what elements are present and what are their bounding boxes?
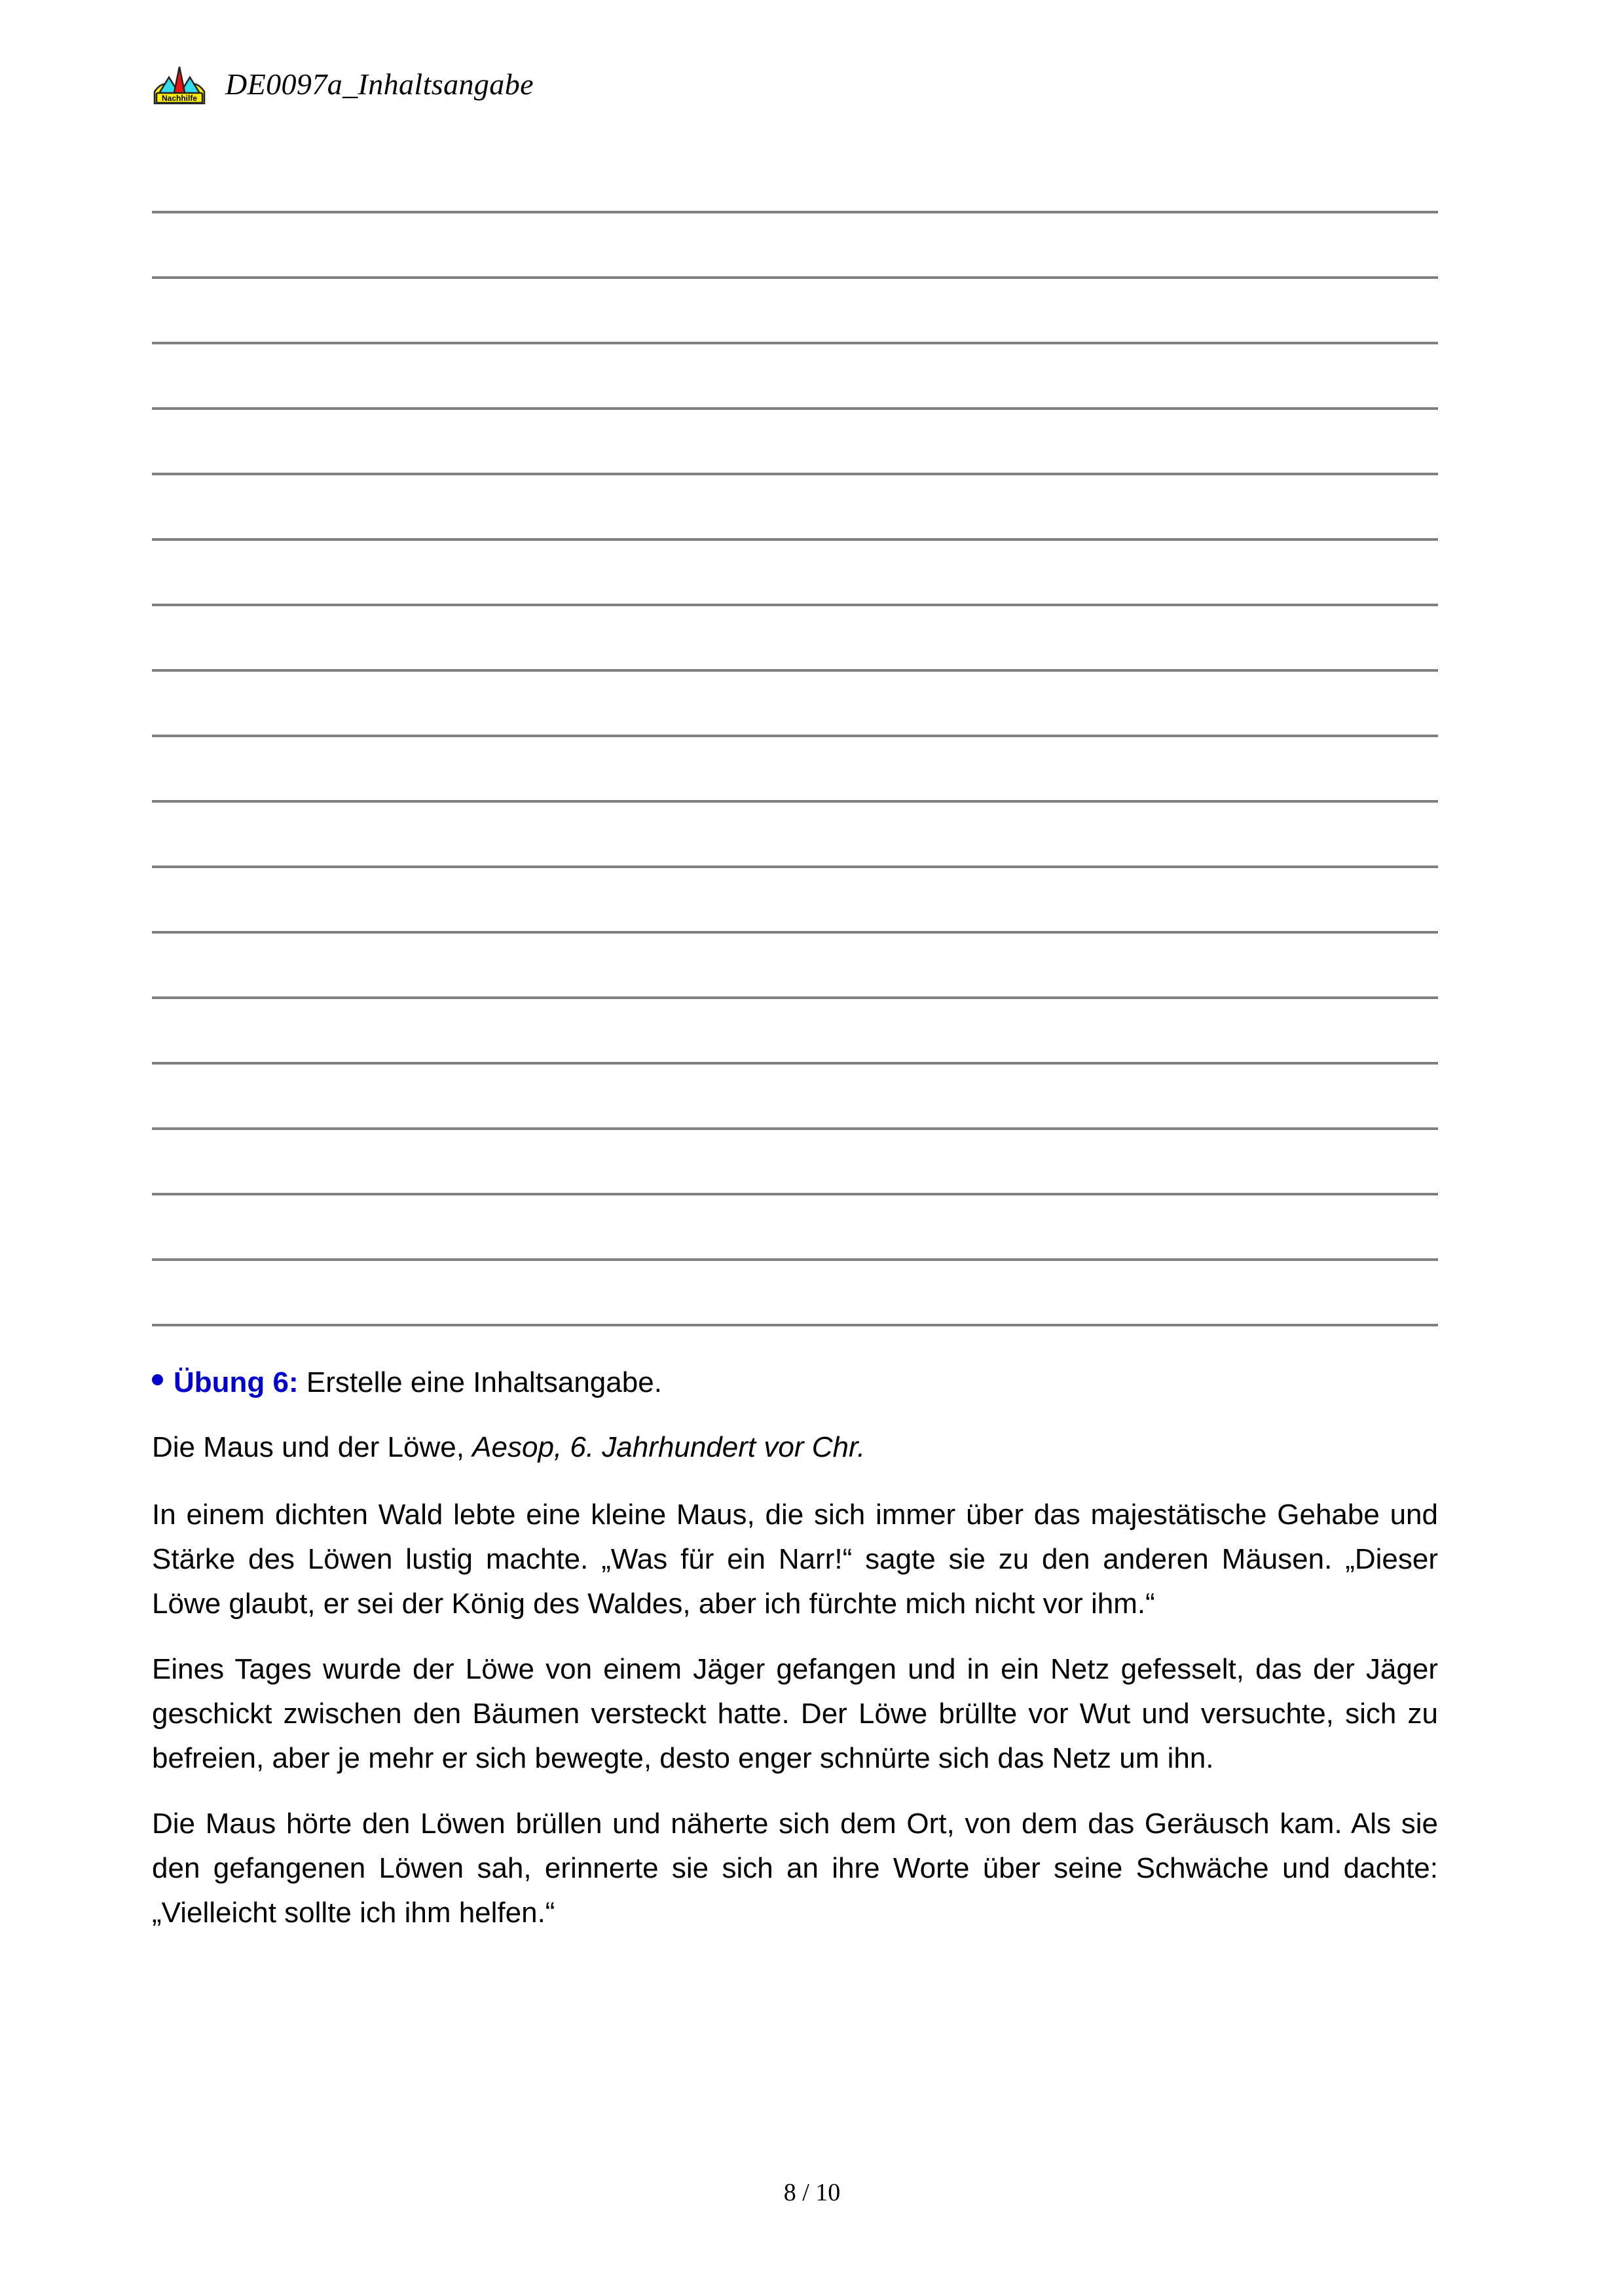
exercise-label: Übung 6: [174, 1366, 299, 1398]
exercise-instruction [299, 1366, 306, 1398]
document-title: DE0097a_Inhaltsangabe [225, 67, 534, 101]
story-title: Die Maus und der Löwe, [152, 1431, 464, 1463]
bullet-icon [152, 1374, 163, 1385]
story-paragraph: Die Maus hörte den Löwen brüllen und näherte sich dem Ort, von dem das Geräusch kam. Als sie den gefangenen Löwen sah, erinnerte sie sich an ihre Worte über seine Schwäche und dachte: „Vielleicht sollte ich ihm helfen.“ [152, 1808, 1438, 1929]
writing-line [152, 1324, 1438, 1326]
page-footer [0, 2178, 1624, 2208]
exercise-heading [152, 1364, 1438, 1401]
nachhilfe-mountain-logo [152, 63, 207, 106]
exercise-instruction-text: Erstelle eine Inhaltsangabe. [306, 1366, 662, 1398]
logo-wordmark: Nachhilfe [161, 94, 198, 103]
writing-lines-area [152, 211, 1438, 1326]
story-title-line [152, 1429, 1438, 1467]
exercise-content [152, 1364, 1438, 1935]
story-paragraph: Eines Tages wurde der Löwe von einem Jäger gefangen und in ein Netz gefesselt, das der Jäger geschickt zwischen den Bäumen versteckt hatte. Der Löwe brüllte vor Wut und versuchte, sich zu befreien, aber je mehr er sich bewegte, desto enger schnürte sich das Netz um ihn. [152, 1653, 1438, 1774]
story-paragraph: In einem dichten Wald lebte eine kleine Maus, die sich immer über das majestätische Gehabe und Stärke des Löwen lustig machte. „Was für ein Narr!“ sagte sie zu den anderen Mäusen. „Dieser Löwe glaubt, er sei der König des Waldes, aber ich fürchte mich nicht vor ihm.“ [152, 1499, 1438, 1620]
story-source: Aesop, 6. Jahrhundert vor Chr. [472, 1431, 866, 1463]
page-number: 8 / 10 [783, 2179, 841, 2206]
page-header [152, 63, 534, 106]
